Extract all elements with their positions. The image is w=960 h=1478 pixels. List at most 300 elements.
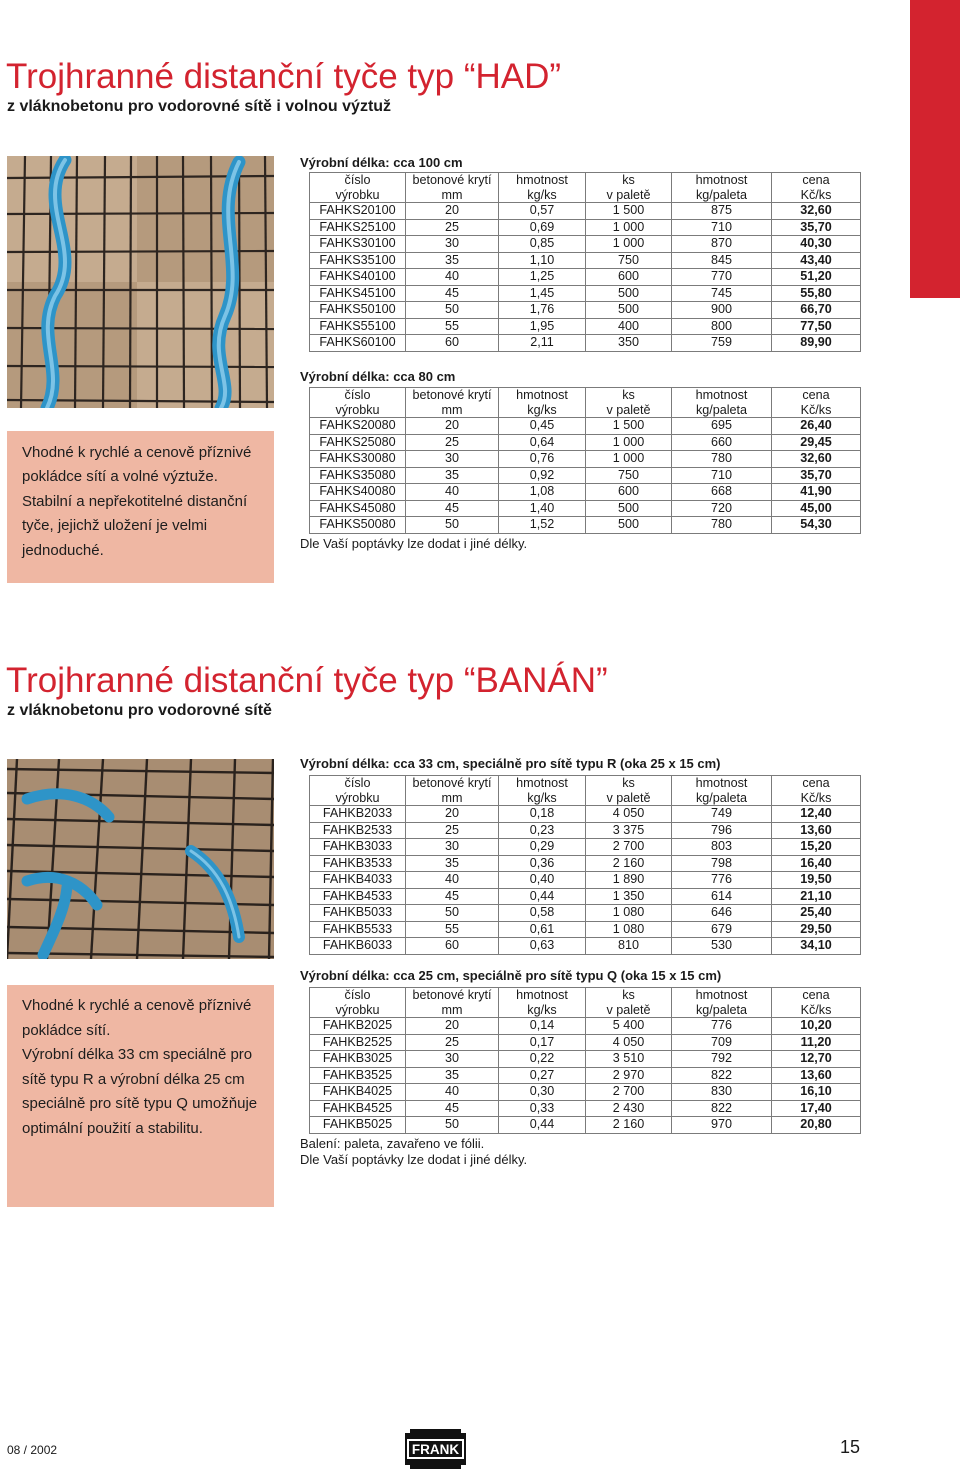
table-cell: FAHKS25080: [310, 434, 406, 451]
column-header-line2: mm: [441, 402, 463, 417]
table-cell: 20: [406, 1018, 499, 1035]
table-cell: 20: [406, 203, 499, 220]
table-cell: FAHKB5533: [310, 921, 406, 938]
column-header-line1: hmotnost: [516, 988, 568, 1002]
column-header-line1: hmotnost: [695, 988, 748, 1002]
table-row: [310, 806, 861, 823]
table-row: [310, 1100, 861, 1117]
table-cell: 25: [406, 434, 499, 451]
column-header: [772, 776, 861, 806]
column-header-line1: betonové krytí: [412, 988, 492, 1002]
table-cell: 1,52: [499, 517, 586, 534]
column-header-line1: cena: [802, 776, 830, 790]
table-cell: 45: [406, 500, 499, 517]
table-cell: 500: [586, 500, 672, 517]
table-cell: FAHKB3525: [310, 1067, 406, 1084]
table-cell: 0,76: [499, 451, 586, 468]
table-cell: FAHKS35100: [310, 252, 406, 269]
table-cell: 822: [672, 1067, 772, 1084]
had-title: Trojhranné distanční tyče typ “HAD”: [6, 57, 562, 96]
price-cell: 13,60: [772, 1067, 861, 1084]
table-row: [310, 500, 861, 517]
table-row: [310, 1067, 861, 1084]
column-header-line2: výrobku: [335, 187, 380, 202]
table-cell: 1,76: [499, 302, 586, 319]
table-cell: 25: [406, 822, 499, 839]
table-header-row: [310, 388, 861, 418]
frank-logo: [404, 1425, 467, 1473]
banan-table-25cm: [309, 987, 861, 1134]
table-cell: FAHKS40080: [310, 484, 406, 501]
column-header: [499, 776, 586, 806]
price-cell: 12,40: [772, 806, 861, 823]
table-cell: 1 080: [586, 905, 672, 922]
column-header-line1: číslo: [344, 173, 371, 187]
column-header-line1: hmotnost: [695, 776, 748, 790]
column-header: [406, 173, 499, 203]
table-row: [310, 484, 861, 501]
price-cell: 89,90: [772, 335, 861, 352]
table-cell: 40: [406, 872, 499, 889]
column-header: [672, 776, 772, 806]
column-header-line2: mm: [441, 187, 463, 202]
table-cell: 660: [672, 434, 772, 451]
banan-table-33cm: [309, 775, 861, 955]
had-table80-caption: Výrobní délka: cca 80 cm: [300, 369, 456, 384]
price-cell: 16,10: [772, 1084, 861, 1101]
table-cell: 0,33: [499, 1100, 586, 1117]
table-cell: 35: [406, 855, 499, 872]
column-header-line2: v paletě: [606, 790, 651, 805]
table-cell: 1 000: [586, 219, 672, 236]
table-cell: 4 050: [586, 806, 672, 823]
price-cell: 15,20: [772, 839, 861, 856]
column-header-line1: ks: [622, 776, 635, 790]
table-row: [310, 451, 861, 468]
table-cell: 2 160: [586, 855, 672, 872]
table-cell: FAHKS45080: [310, 500, 406, 517]
table-cell: 0,85: [499, 236, 586, 253]
column-header-line2: v paletě: [606, 1002, 651, 1017]
table-cell: 55: [406, 921, 499, 938]
table-cell: 1,08: [499, 484, 586, 501]
price-cell: 10,20: [772, 1018, 861, 1035]
banan-info-text-2: Výrobní délka 33 cm speciálně pro sítě typu R a výrobní délka 25 cm speciálně pro sítě typu Q umožňuje optimální použití a stabilitu.: [22, 1046, 258, 1137]
banan-table25-caption: Výrobní délka: cca 25 cm, speciálně pro sítě typu Q (oka 15 x 15 cm): [300, 968, 722, 983]
column-header-line1: hmotnost: [516, 776, 568, 790]
table-cell: 50: [406, 517, 499, 534]
table-cell: 679: [672, 921, 772, 938]
table-cell: FAHKB4533: [310, 888, 406, 905]
table-cell: FAHKS45100: [310, 285, 406, 302]
table-cell: FAHKS20100: [310, 203, 406, 220]
had-table-80cm: [309, 387, 861, 534]
price-cell: 77,50: [772, 318, 861, 335]
column-header-line1: cena: [802, 388, 830, 402]
table-cell: 35: [406, 1067, 499, 1084]
column-header: [406, 776, 499, 806]
column-header: [672, 173, 772, 203]
table-cell: FAHKB5033: [310, 905, 406, 922]
table-header-row: [310, 776, 861, 806]
column-header-line1: číslo: [344, 988, 371, 1002]
table-cell: 600: [586, 484, 672, 501]
table-cell: 0,29: [499, 839, 586, 856]
column-header: [406, 388, 499, 418]
table-cell: 35: [406, 252, 499, 269]
table-cell: 776: [672, 1018, 772, 1035]
table-row: [310, 434, 861, 451]
column-header-line1: cena: [802, 173, 830, 187]
table-row: [310, 1018, 861, 1035]
table-cell: 0,27: [499, 1067, 586, 1084]
price-cell: 25,40: [772, 905, 861, 922]
price-cell: 45,00: [772, 500, 861, 517]
table-cell: FAHKS50080: [310, 517, 406, 534]
table-cell: 0,14: [499, 1018, 586, 1035]
column-header-line1: betonové krytí: [412, 173, 492, 187]
table-cell: 60: [406, 335, 499, 352]
table-row: [310, 1051, 861, 1068]
table-cell: 709: [672, 1034, 772, 1051]
table-cell: 798: [672, 855, 772, 872]
table-cell: 710: [672, 219, 772, 236]
table-cell: 776: [672, 872, 772, 889]
table-cell: 50: [406, 905, 499, 922]
column-header: [310, 388, 406, 418]
column-header-line2: kg/paleta: [695, 790, 748, 805]
column-header: [406, 988, 499, 1018]
table-cell: 0,40: [499, 872, 586, 889]
table-cell: 30: [406, 236, 499, 253]
price-cell: 41,90: [772, 484, 861, 501]
table-cell: 2,11: [499, 335, 586, 352]
column-header-line1: ks: [622, 388, 635, 402]
table-cell: 695: [672, 418, 772, 435]
table-cell: 2 700: [586, 1084, 672, 1101]
table-cell: FAHKB4033: [310, 872, 406, 889]
price-cell: 21,10: [772, 888, 861, 905]
table-cell: FAHKB2025: [310, 1018, 406, 1035]
table-cell: 30: [406, 839, 499, 856]
table-cell: 770: [672, 269, 772, 286]
column-header: [310, 173, 406, 203]
table-cell: 1,10: [499, 252, 586, 269]
column-header: [586, 388, 672, 418]
table-cell: 1 000: [586, 236, 672, 253]
table-cell: 1 000: [586, 451, 672, 468]
price-cell: 12,70: [772, 1051, 861, 1068]
table-row: [310, 269, 861, 286]
table-cell: FAHKB4025: [310, 1084, 406, 1101]
table-cell: 780: [672, 451, 772, 468]
table-cell: 50: [406, 1117, 499, 1134]
table-cell: 350: [586, 335, 672, 352]
column-header-line1: betonové krytí: [412, 776, 492, 790]
table-cell: FAHKS50100: [310, 302, 406, 319]
table-cell: FAHKS55100: [310, 318, 406, 335]
table-cell: 1,25: [499, 269, 586, 286]
table-cell: 803: [672, 839, 772, 856]
banan-subtitle: z vláknobetonu pro vodorovné sítě: [7, 702, 272, 719]
table-cell: 4 050: [586, 1034, 672, 1051]
table-cell: FAHKS40100: [310, 269, 406, 286]
table-row: [310, 888, 861, 905]
table-cell: 2 970: [586, 1067, 672, 1084]
price-cell: 11,20: [772, 1034, 861, 1051]
column-header-line2: Kč/ks: [800, 402, 832, 417]
column-header: [586, 988, 672, 1018]
banan-product-photo: [7, 759, 274, 959]
table-cell: 0,30: [499, 1084, 586, 1101]
table-cell: 45: [406, 1100, 499, 1117]
table-cell: 0,63: [499, 938, 586, 955]
table-row: [310, 467, 861, 484]
table-cell: 1 350: [586, 888, 672, 905]
table-cell: FAHKB2525: [310, 1034, 406, 1051]
price-cell: 51,20: [772, 269, 861, 286]
table-cell: 1,40: [499, 500, 586, 517]
table-cell: FAHKB3025: [310, 1051, 406, 1068]
table-cell: 30: [406, 1051, 499, 1068]
table-cell: 0,57: [499, 203, 586, 220]
column-header-line2: mm: [441, 1002, 463, 1017]
table-cell: 35: [406, 467, 499, 484]
table-header-row: [310, 988, 861, 1018]
table-cell: 1 500: [586, 203, 672, 220]
table-cell: 600: [586, 269, 672, 286]
table-cell: 20: [406, 806, 499, 823]
table-cell: FAHKB4525: [310, 1100, 406, 1117]
table-row: [310, 418, 861, 435]
table-cell: 2 430: [586, 1100, 672, 1117]
frank-logo-text: FRANK: [411, 1442, 460, 1457]
banan-note-lengths: Dle Vaší poptávky lze dodat i jiné délky.: [300, 1152, 528, 1167]
column-header: [499, 173, 586, 203]
banan-table33-caption: Výrobní délka: cca 33 cm, speciálně pro sítě typu R (oka 25 x 15 cm): [300, 756, 721, 771]
column-header-line1: číslo: [344, 388, 371, 402]
column-header: [586, 173, 672, 203]
table-cell: 40: [406, 1084, 499, 1101]
table-row: [310, 302, 861, 319]
table-cell: 830: [672, 1084, 772, 1101]
column-header-line2: výrobku: [335, 790, 380, 805]
table-row: [310, 252, 861, 269]
table-cell: FAHKS30080: [310, 451, 406, 468]
column-header-line1: hmotnost: [516, 173, 568, 187]
table-cell: 1,45: [499, 285, 586, 302]
table-cell: 0,18: [499, 806, 586, 823]
table-row: [310, 938, 861, 955]
had-info-box: [7, 431, 274, 583]
table-cell: 1 890: [586, 872, 672, 889]
table-cell: 845: [672, 252, 772, 269]
price-cell: 32,60: [772, 203, 861, 220]
table-cell: 668: [672, 484, 772, 501]
table-row: [310, 839, 861, 856]
table-cell: 0,23: [499, 822, 586, 839]
page-number: 15: [840, 1437, 861, 1457]
table-cell: 780: [672, 517, 772, 534]
price-cell: 26,40: [772, 418, 861, 435]
table-cell: 5 400: [586, 1018, 672, 1035]
column-header-line1: ks: [622, 173, 635, 187]
table-cell: 2 160: [586, 1117, 672, 1134]
column-header-line1: cena: [802, 988, 830, 1002]
table-cell: 0,69: [499, 219, 586, 236]
table-cell: 60: [406, 938, 499, 955]
table-cell: 0,44: [499, 888, 586, 905]
table-cell: 870: [672, 236, 772, 253]
table-cell: 0,64: [499, 434, 586, 451]
price-cell: 66,70: [772, 302, 861, 319]
table-cell: FAHKB2033: [310, 806, 406, 823]
column-header-line1: hmotnost: [516, 388, 568, 402]
table-cell: 750: [586, 252, 672, 269]
table-cell: 25: [406, 219, 499, 236]
column-header-line2: kg/ks: [527, 187, 557, 202]
column-header-line2: Kč/ks: [800, 790, 832, 805]
table-row: [310, 285, 861, 302]
table-cell: 500: [586, 285, 672, 302]
table-cell: 720: [672, 500, 772, 517]
column-header-line2: kg/paleta: [695, 402, 748, 417]
footer-date: 08 / 2002: [7, 1443, 58, 1457]
table-cell: FAHKB6033: [310, 938, 406, 955]
column-header-line1: ks: [622, 988, 635, 1002]
table-cell: 646: [672, 905, 772, 922]
column-header-line2: kg/ks: [527, 402, 557, 417]
table-cell: 40: [406, 484, 499, 501]
table-cell: FAHKB3533: [310, 855, 406, 872]
table-cell: 745: [672, 285, 772, 302]
table-cell: 759: [672, 335, 772, 352]
price-cell: 16,40: [772, 855, 861, 872]
table-cell: 0,58: [499, 905, 586, 922]
table-cell: FAHKB5025: [310, 1117, 406, 1134]
table-row: [310, 1117, 861, 1134]
table-cell: 822: [672, 1100, 772, 1117]
table-row: [310, 335, 861, 352]
price-cell: 54,30: [772, 517, 861, 534]
table-cell: 3 510: [586, 1051, 672, 1068]
column-header: [772, 988, 861, 1018]
table-cell: 1,95: [499, 318, 586, 335]
price-cell: 40,30: [772, 236, 861, 253]
table-cell: 875: [672, 203, 772, 220]
column-header-line2: výrobku: [335, 402, 380, 417]
frank-logo-icon: [404, 1425, 467, 1473]
table-row: [310, 517, 861, 534]
table-cell: FAHKS35080: [310, 467, 406, 484]
table-cell: FAHKS30100: [310, 236, 406, 253]
price-cell: 32,60: [772, 451, 861, 468]
table-cell: 45: [406, 888, 499, 905]
table-cell: 25: [406, 1034, 499, 1051]
table-row: [310, 203, 861, 220]
column-header-line2: Kč/ks: [800, 187, 832, 202]
column-header-line2: výrobku: [335, 1002, 380, 1017]
table-cell: 45: [406, 285, 499, 302]
column-header-line2: kg/paleta: [695, 187, 748, 202]
column-header: [499, 388, 586, 418]
table-cell: 796: [672, 822, 772, 839]
had-table-100cm: [309, 172, 861, 352]
price-cell: 17,40: [772, 1100, 861, 1117]
table-cell: 1 500: [586, 418, 672, 435]
column-header-line2: v paletě: [606, 187, 651, 202]
table-cell: FAHKB3033: [310, 839, 406, 856]
table-cell: 900: [672, 302, 772, 319]
table-cell: 0,45: [499, 418, 586, 435]
rebar-mesh-photo-banan: [7, 759, 274, 959]
red-page-tab: [910, 0, 960, 298]
price-cell: 34,10: [772, 938, 861, 955]
table-cell: 749: [672, 806, 772, 823]
price-cell: 20,80: [772, 1117, 861, 1134]
table-row: [310, 1084, 861, 1101]
column-header-line2: Kč/ks: [800, 1002, 832, 1017]
table-cell: 0,22: [499, 1051, 586, 1068]
rebar-mesh-photo-had: [7, 156, 274, 408]
table-cell: FAHKS60100: [310, 335, 406, 352]
table-cell: 40: [406, 269, 499, 286]
had-table100-caption: Výrobní délka: cca 100 cm: [300, 155, 463, 170]
table-cell: 750: [586, 467, 672, 484]
table-cell: 1 000: [586, 434, 672, 451]
table-cell: 400: [586, 318, 672, 335]
column-header-line2: kg/ks: [527, 1002, 557, 1017]
column-header-line1: betonové krytí: [412, 388, 492, 402]
table-row: [310, 905, 861, 922]
column-header: [586, 776, 672, 806]
table-cell: 30: [406, 451, 499, 468]
price-cell: 13,60: [772, 822, 861, 839]
had-subtitle: z vláknobetonu pro vodorovné sítě i volnou výztuž: [7, 98, 392, 115]
column-header: [499, 988, 586, 1018]
table-header-row: [310, 173, 861, 203]
column-header: [672, 988, 772, 1018]
column-header: [310, 988, 406, 1018]
column-header: [772, 388, 861, 418]
price-cell: 35,70: [772, 219, 861, 236]
table-row: [310, 1034, 861, 1051]
table-cell: 0,61: [499, 921, 586, 938]
table-cell: FAHKS25100: [310, 219, 406, 236]
table-cell: 792: [672, 1051, 772, 1068]
table-row: [310, 872, 861, 889]
column-header: [672, 388, 772, 418]
table-cell: 970: [672, 1117, 772, 1134]
table-cell: 1 080: [586, 921, 672, 938]
column-header-line1: hmotnost: [695, 388, 748, 402]
had-product-photo: [7, 156, 274, 408]
table-row: [310, 219, 861, 236]
table-cell: FAHKB2533: [310, 822, 406, 839]
price-cell: 55,80: [772, 285, 861, 302]
column-header-line2: v paletě: [606, 402, 651, 417]
column-header-line2: kg/ks: [527, 790, 557, 805]
table-cell: 0,44: [499, 1117, 586, 1134]
table-row: [310, 855, 861, 872]
table-cell: 0,17: [499, 1034, 586, 1051]
table-cell: 800: [672, 318, 772, 335]
table-row: [310, 822, 861, 839]
table-cell: 55: [406, 318, 499, 335]
had-info-text: Vhodné k rychlé a cenově příznivé pokládce sítí a volné výztuže. Stabilní a nepřekotitelné distanční tyče, jejichž uložení je velmi jednoduché.: [22, 444, 252, 559]
column-header-line2: kg/paleta: [695, 1002, 748, 1017]
table-cell: 530: [672, 938, 772, 955]
